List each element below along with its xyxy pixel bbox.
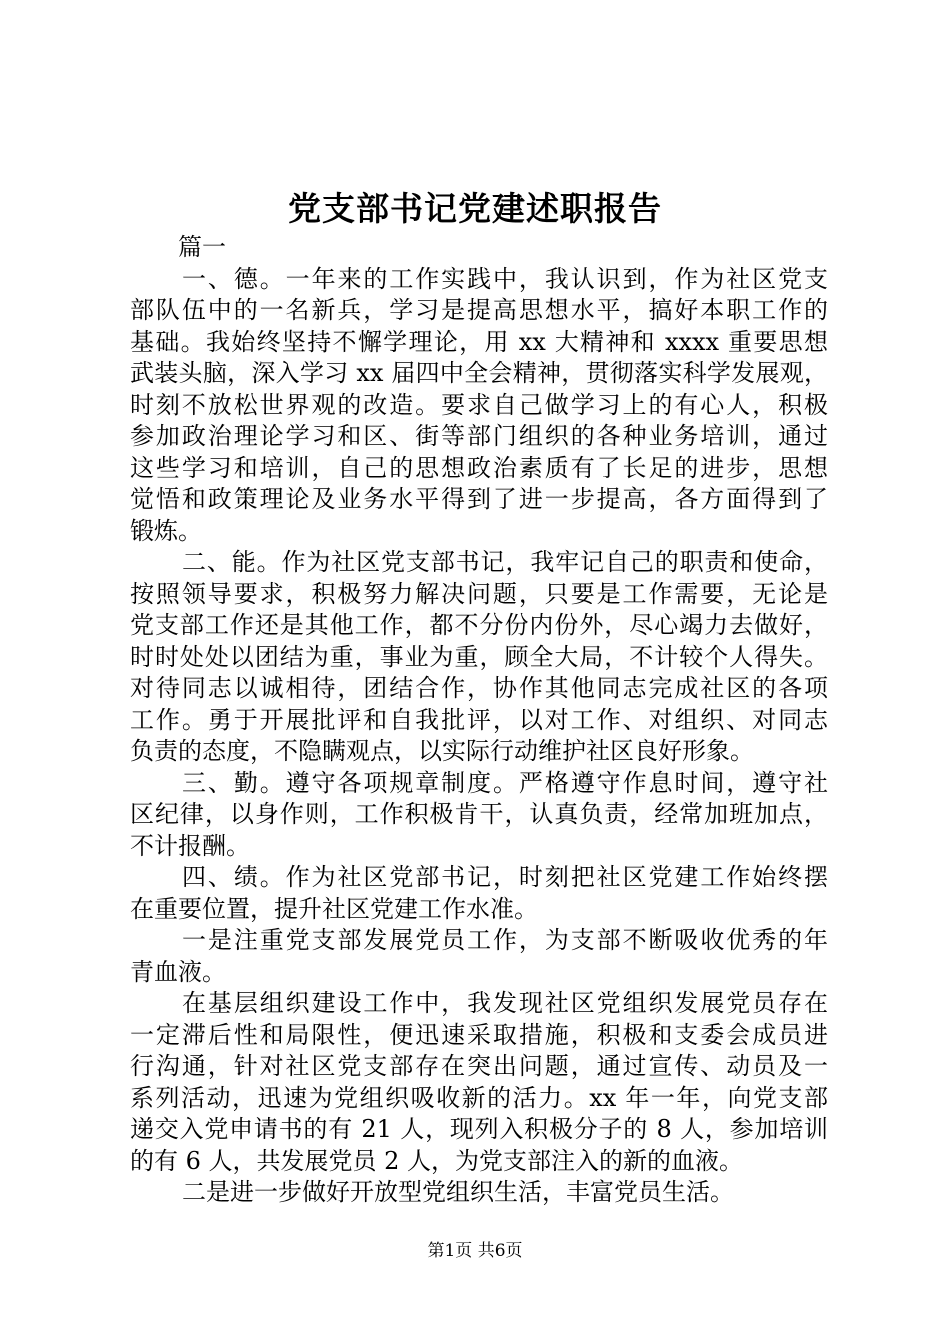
body-line: 觉悟和政策理论及业务水平得到了进一步提高，各方面得到了: [130, 485, 828, 513]
body-line: 在基层组织建设工作中，我发现社区党组织发展党员存在: [182, 989, 828, 1017]
body-line: 党支部工作还是其他工作，都不分份内份外，尽心竭力去做好，: [130, 611, 828, 639]
body-line: 武装头脑，深入学习 xx 届四中全会精神，贯彻落实科学发展观，: [130, 359, 828, 387]
body-line: 时刻不放松世界观的改造。要求自己做学习上的有心人，积极: [130, 390, 828, 419]
body-line: 基础。我始终坚持不懈学理论，用 xx 大精神和 xxxx 重要思想: [130, 327, 828, 356]
document-body: [130, 232, 828, 1209]
body-line: 负责的态度，不隐瞒观点，以实际行动维护社区良好形象。: [130, 737, 754, 765]
body-line: 的有 6 人，共发展党员 2 人，为党支部注入的新的血液。: [130, 1146, 744, 1175]
body-line: 这些学习和培训，自己的思想政治素质有了长足的进步，思想: [130, 453, 828, 482]
body-line: 行沟通，针对社区党支部存在突出问题，通过宣传、动员及一: [130, 1052, 828, 1080]
body-line: 系列活动，迅速为党组织吸收新的活力。xx 年一年，向党支部: [130, 1083, 828, 1112]
document-title: 党支部书记党建述职报告: [288, 189, 662, 228]
body-line: 四、绩。作为社区党部书记，时刻把社区党建工作始终摆: [182, 863, 828, 891]
body-line: 锻炼。: [130, 516, 202, 545]
body-line: 时时处处以团结为重，事业为重，顾全大局，不计较个人得失。: [130, 642, 828, 671]
body-line: 二是进一步做好开放型党组织生活，丰富党员生活。: [182, 1178, 734, 1206]
body-line: 一是注重党支部发展党员工作，为支部不断吸收优秀的年: [182, 926, 828, 954]
body-line: 工作。勇于开展批评和自我批评，以对工作、对组织、对同志: [130, 705, 828, 734]
body-line: 按照领导要求，积极努力解决问题，只要是工作需要，无论是: [130, 579, 828, 608]
body-line: 一定滞后性和局限性，便迅速采取措施，积极和支委会成员进: [130, 1020, 828, 1049]
page-footer: 第1页 共6页: [427, 1241, 523, 1261]
body-line: 篇一: [178, 233, 226, 261]
body-line: 对待同志以诚相待，团结合作，协作其他同志完成社区的各项: [130, 674, 828, 702]
body-line: 三、勤。遵守各项规章制度。严格遵守作息时间，遵守社: [182, 768, 828, 797]
body-line: 区纪律，以身作则，工作积极肯干，认真负责，经常加班加点，: [130, 800, 828, 828]
body-line: 青血液。: [130, 957, 226, 986]
body-line: 在重要位置，提升社区党建工作水准。: [130, 894, 538, 923]
body-line: 不计报酬。: [130, 831, 250, 860]
body-line: 部队伍中的一名新兵，学习是提高思想水平，搞好本职工作的: [130, 296, 828, 324]
body-line: 参加政治理论学习和区、街等部门组织的各种业务培训，通过: [130, 422, 828, 450]
body-line: 递交入党申请书的有 21 人，现列入积极分子的 8 人，参加培训: [130, 1115, 828, 1143]
body-line: 一、德。一年来的工作实践中，我认识到，作为社区党支: [182, 264, 828, 293]
body-line: 二、能。作为社区党支部书记，我牢记自己的职责和使命，: [182, 548, 828, 576]
